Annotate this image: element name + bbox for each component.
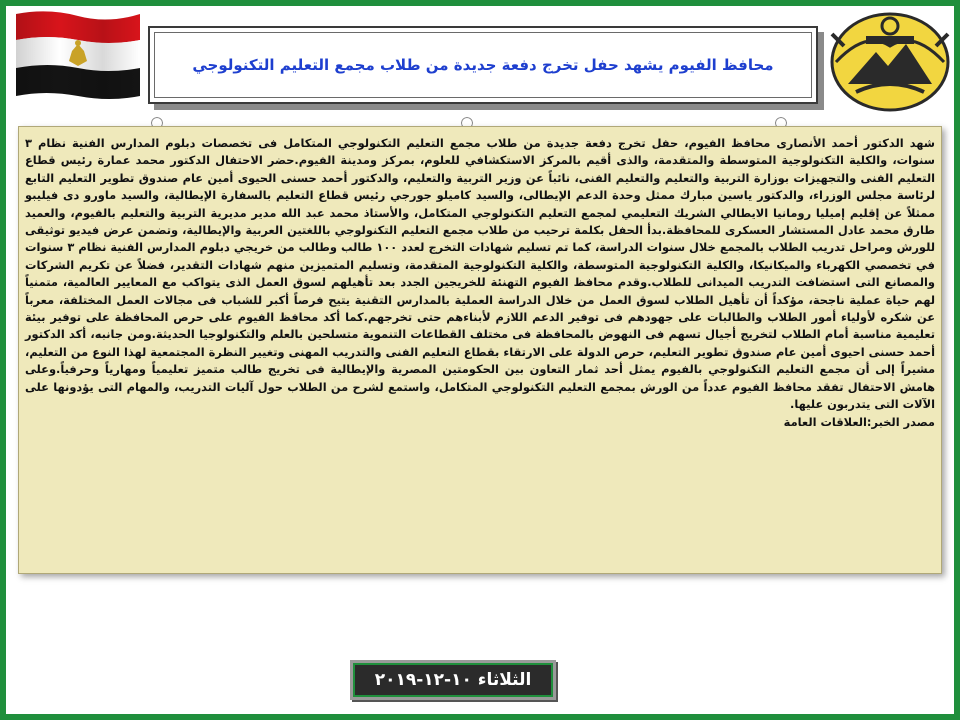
article-body [25,135,935,431]
date-box [350,660,556,700]
headline-box [148,26,818,104]
article-text: شهد الدكتور أحمد الأنصارى محافظ الفيوم، حفل تخرج دفعة جديدة من طلاب مجمع التعليم التكنولوجي المتكامل فى تخصصات دبلوم المدارس الفنية نظام ٣ سنوات، والكلية التكنولوجية المتوسطة والمتقدمة، والذى أقيم بالمركز الاستكشافي للعلوم، بمركز ومدينة الفيوم.حضر الاحتفال الدكتور محمد عمارة رئيس قطاع التعليم الفنى والتجهيزات بوزارة التربية والتعليم والتعليم الفنى، نائباً عن وزير التربية والتعليم، والدكتور أحمد حسنى الحيوى أمين عام صندوق تطوير التعليم التابع لرئاسة مجلس الوزراء، والدكتور ياسين مبارك ممثل وحدة الدعم الإيطالى، والسيد كاميلو جورجي رئيس قطاع التعليم بالسفارة الإيطالية، والسيد ماورو دى فيليبو ممثلاً عن إقليم إميليا رومانيا الايطالي الشريك التعليمي لمجمع التعليم التكنولوجي المتكامل، والأستاذ محمد عبد الله مدير مديرية التربية والتعليم بالفيوم، والعميد طارق محمد عادل المستشار العسكرى للمحافظة.بدأ الحفل بكلمة ترحيب من طلاب مجمع التعليم التكنولوجي باللغتين العربية والإيطالية، وتضمن عرض فيديو توثيقى للورش ومراحل تدريب الطلاب بالمجمع خلال سنوات الدراسة، كما تم تسليم شهادات التخرج لعدد ١٠٠ طالب وطالب من خريجي دبلوم المدارس الفنية نظام ٣ سنوات في تخصصي الكهرباء والميكانيكا، والكلية التكنولوجية المتوسطة، والكلية التكنولوجية المتقدمة، وتسليم المتميزين منهم شهادات التقدير، فضلاً عن تكريم الشركات والمصانع التى استضافت التدريب الميدانى للطلاب.وقدم محافظ الفيوم التهنئة للخريجين الجدد بعد تأهيلهم لسوق العمل الذى يتواكب مع المعايير العالمية، متمنياً لهم حياة عملية ناجحة، مؤكداً أن تأهيل الطلاب لسوق العمل من خلال الدراسة العملية بالمدارس التقنية يتيح فرصاً أكبر للشباب فى مجالات العمل المختلفة، معرباً عن شكره لأولياء أمور الطلاب والطالبات على جهودهم فى توفير الدعم اللازم لأبناءهم حتى تخرجهم.كما أكد محافظ الفيوم على حرص المحافظة على توفير بيئة تعليمية مناسبة أمام الطلاب لتخريج أجيال تسهم فى النهوض بالمحافظة فى مختلف القطاعات التنموية متسلحين بالعلم والتكنولوجيا الحديثة.ومن جانبه، أكد الدكتور أحمد حسنى احيوى أمين عام صندوق تطوير التعليم، حرص الدولة على الارتقاء بقطاع التعليم الفنى والتدريب المهنى وتغيير النظرة المجتمعية لهذا النوع من التعليم، مشيراً إلى أن مجمع التعليم التكنولوجي بالفيوم يمثل أحد ثمار التعاون بين الحكومتين المصرية والإيطالية فى تخريج طالب متميز تعليمياً ومهارياً وحرفياً.وعلى هامش الاحتفال تفقد محافظ الفيوم عدداً من الورش بمجمع التعليم التكنولوجي المتكامل، واستمع لشرح من الطلاب حول آليات التدريب، والمهام التى يؤدونها على الآلات التى يتدربون عليها. [25,136,935,412]
headline: محافظ الفيوم يشهد حفل تخرج دفعة جديدة من طلاب مجمع التعليم التكنولوجي [192,56,774,74]
egypt-flag-icon [14,10,142,102]
publish-date: الثلاثاء ١٠-١٢-٢٠١٩ [374,670,532,690]
article-source: مصدر الخبر:العلاقات العامة [783,414,935,429]
article-panel [18,126,942,574]
fayoum-governorate-logo-icon [826,6,954,114]
